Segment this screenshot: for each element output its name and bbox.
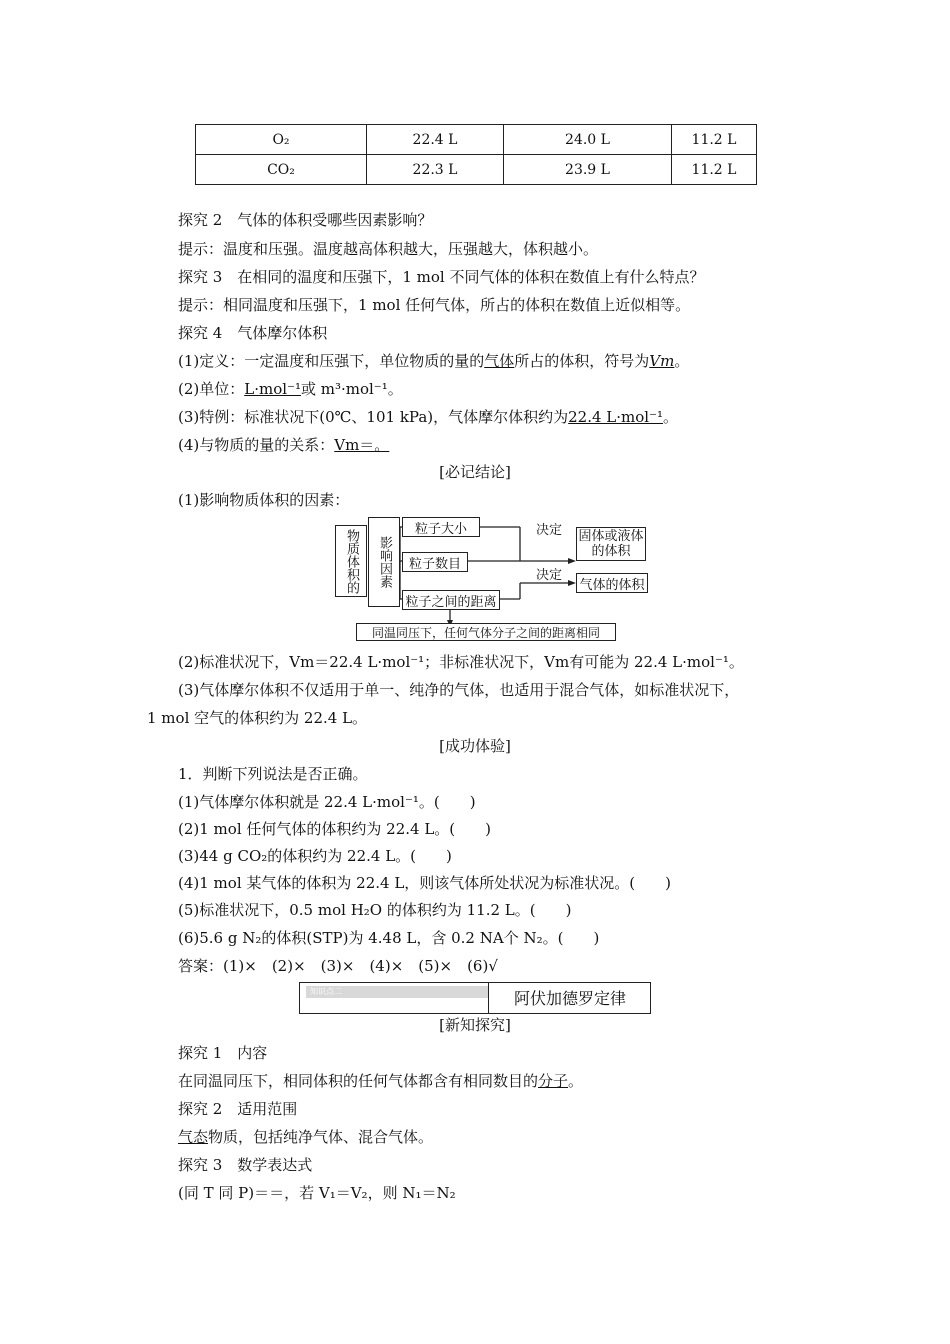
unit-text: (2)单位： (178, 380, 245, 398)
mixed-gas-line-2: 1 mol 空气的体积约为 22.4 L。 (147, 709, 368, 727)
diagram-factor-box: 影响因素 (368, 517, 400, 607)
explore-3-question: 探究 3 在相同的温度和压强下，1 mol 不同气体的体积在数值上有什么特点？ (178, 268, 705, 286)
special-blank: 22.4 L·mol⁻¹ (568, 408, 664, 426)
table-cell: 11.2 L (672, 155, 757, 185)
table-cell: 11.2 L (672, 125, 757, 155)
knowledge-point-tag: 知识点二 (306, 986, 488, 998)
definition-text: (1)定义：一定温度和压强下，单位物质的量的 (178, 352, 485, 370)
definition-text: 所占的体积，符号为 (514, 352, 650, 370)
section-heading-experience: [成功体验] (439, 737, 511, 755)
unit-blank: L·mol⁻¹ (244, 380, 301, 398)
table-cell: CO₂ (196, 155, 367, 185)
factors-line: (1)影响物质体积的因素： (178, 491, 350, 509)
diagram-solid-liquid-box: 固体或液体的体积 (576, 527, 646, 561)
table-cell: 22.4 L (367, 125, 504, 155)
question-item: (1)气体摩尔体积就是 22.4 L·mol⁻¹。( ) (178, 793, 476, 811)
factor-diagram (330, 515, 660, 645)
decide-label: 决定 (536, 523, 563, 538)
table-row (196, 155, 757, 185)
section-heading-conclusion: [必记结论] (439, 463, 511, 481)
formula-line: (同 T 同 P)＝＝，若 V₁＝V₂，则 N₁＝N₂ (178, 1184, 456, 1202)
table-cell: 23.9 L (504, 155, 672, 185)
table-cell: 24.0 L (504, 125, 672, 155)
relation-line (178, 434, 389, 455)
scope-line (178, 1126, 433, 1147)
unit-line (178, 378, 403, 399)
special-text: (3)特例：标准状况下(0℃、101 kPa)，气体摩尔体积约为 (178, 408, 569, 426)
scope-text: 物质，包括纯净气体、混合气体。 (208, 1128, 434, 1146)
special-case-line (178, 406, 678, 427)
explore-4-title: 探究 4 气体摩尔体积 (178, 324, 328, 342)
question-item: (5)标准状况下，0.5 mol H₂O 的体积约为 11.2 L。( ) (178, 901, 572, 919)
special-text: 。 (663, 408, 679, 426)
explore-2-hint: 提示：温度和压强。温度越高体积越大，压强越大，体积越小。 (178, 240, 599, 258)
section-heading-new-explore: [新知探究] (439, 1016, 511, 1034)
diagram-root-box: 物质体积的 (335, 525, 367, 597)
explore-2-title: 探究 2 适用范围 (178, 1100, 298, 1118)
relation-text: (4)与物质的量的关系： (178, 436, 335, 454)
unit-text: 或 m³·mol⁻¹。 (300, 380, 403, 398)
content-line (178, 1070, 583, 1091)
mixed-gas-line-1: (3)气体摩尔体积不仅适用于单一、纯净的气体，也适用于混合气体，如标准状况下， (178, 681, 740, 699)
gas-volume-table (195, 124, 757, 185)
definition-blank: 气体 (484, 352, 515, 370)
standard-condition-line: (2)标准状况下，Vm＝22.4 L·mol⁻¹；非标准状况下，Vm有可能为 22.4 L·mol⁻¹。 (178, 653, 744, 671)
question-title: 1．判断下列说法是否正确。 (178, 765, 368, 783)
question-item: (6)5.6 g N₂的体积(STP)为 4.48 L，含 0.2 NA个 N₂。( ) (178, 929, 600, 947)
relation-blank: Vm＝。 (334, 436, 390, 454)
knowledge-point-title: 阿伏加德罗定律 (514, 989, 627, 1008)
content-blank: 分子 (538, 1072, 569, 1090)
knowledge-point-banner (299, 982, 651, 1014)
definition-line (178, 350, 689, 371)
question-item: (3)44 g CO₂的体积约为 22.4 L。( ) (178, 847, 452, 865)
question-item: (2)1 mol 任何气体的体积约为 22.4 L。( ) (178, 820, 491, 838)
content-text: 。 (568, 1072, 584, 1090)
explore-1-title: 探究 1 内容 (178, 1044, 268, 1062)
diagram-bottom-box: 同温同压下，任何气体分子之间的距离相同 (356, 623, 616, 641)
diagram-size-box: 粒子大小 (402, 517, 480, 537)
diagram-distance-box: 粒子之间的距离 (402, 590, 500, 610)
content-text: 在同温同压下，相同体积的任何气体都含有相同数目的 (178, 1072, 539, 1090)
table-cell: O₂ (196, 125, 367, 155)
explore-3-title: 探究 3 数学表达式 (178, 1156, 313, 1174)
definition-text: 。 (674, 352, 690, 370)
diagram-count-box: 粒子数目 (402, 552, 468, 572)
explore-2-question: 探究 2 气体的体积受哪些因素影响？ (178, 211, 433, 229)
answer-line: 答案：(1)× (2)× (3)× (4)× (5)× (6)√ (178, 957, 498, 975)
table-row (196, 125, 757, 155)
decide-label: 决定 (536, 568, 563, 583)
diagram-gas-box: 气体的体积 (576, 573, 648, 593)
banner-divider (488, 983, 489, 1013)
explore-3-hint: 提示：相同温度和压强下，1 mol 任何气体，所占的体积在数值上近似相等。 (178, 296, 691, 314)
symbol-blank: Vm (649, 352, 675, 370)
table-cell: 22.3 L (367, 155, 504, 185)
question-item: (4)1 mol 某气体的体积为 22.4 L，则该气体所处状况为标准状况。( ) (178, 874, 671, 892)
scope-blank: 气态 (178, 1128, 209, 1146)
